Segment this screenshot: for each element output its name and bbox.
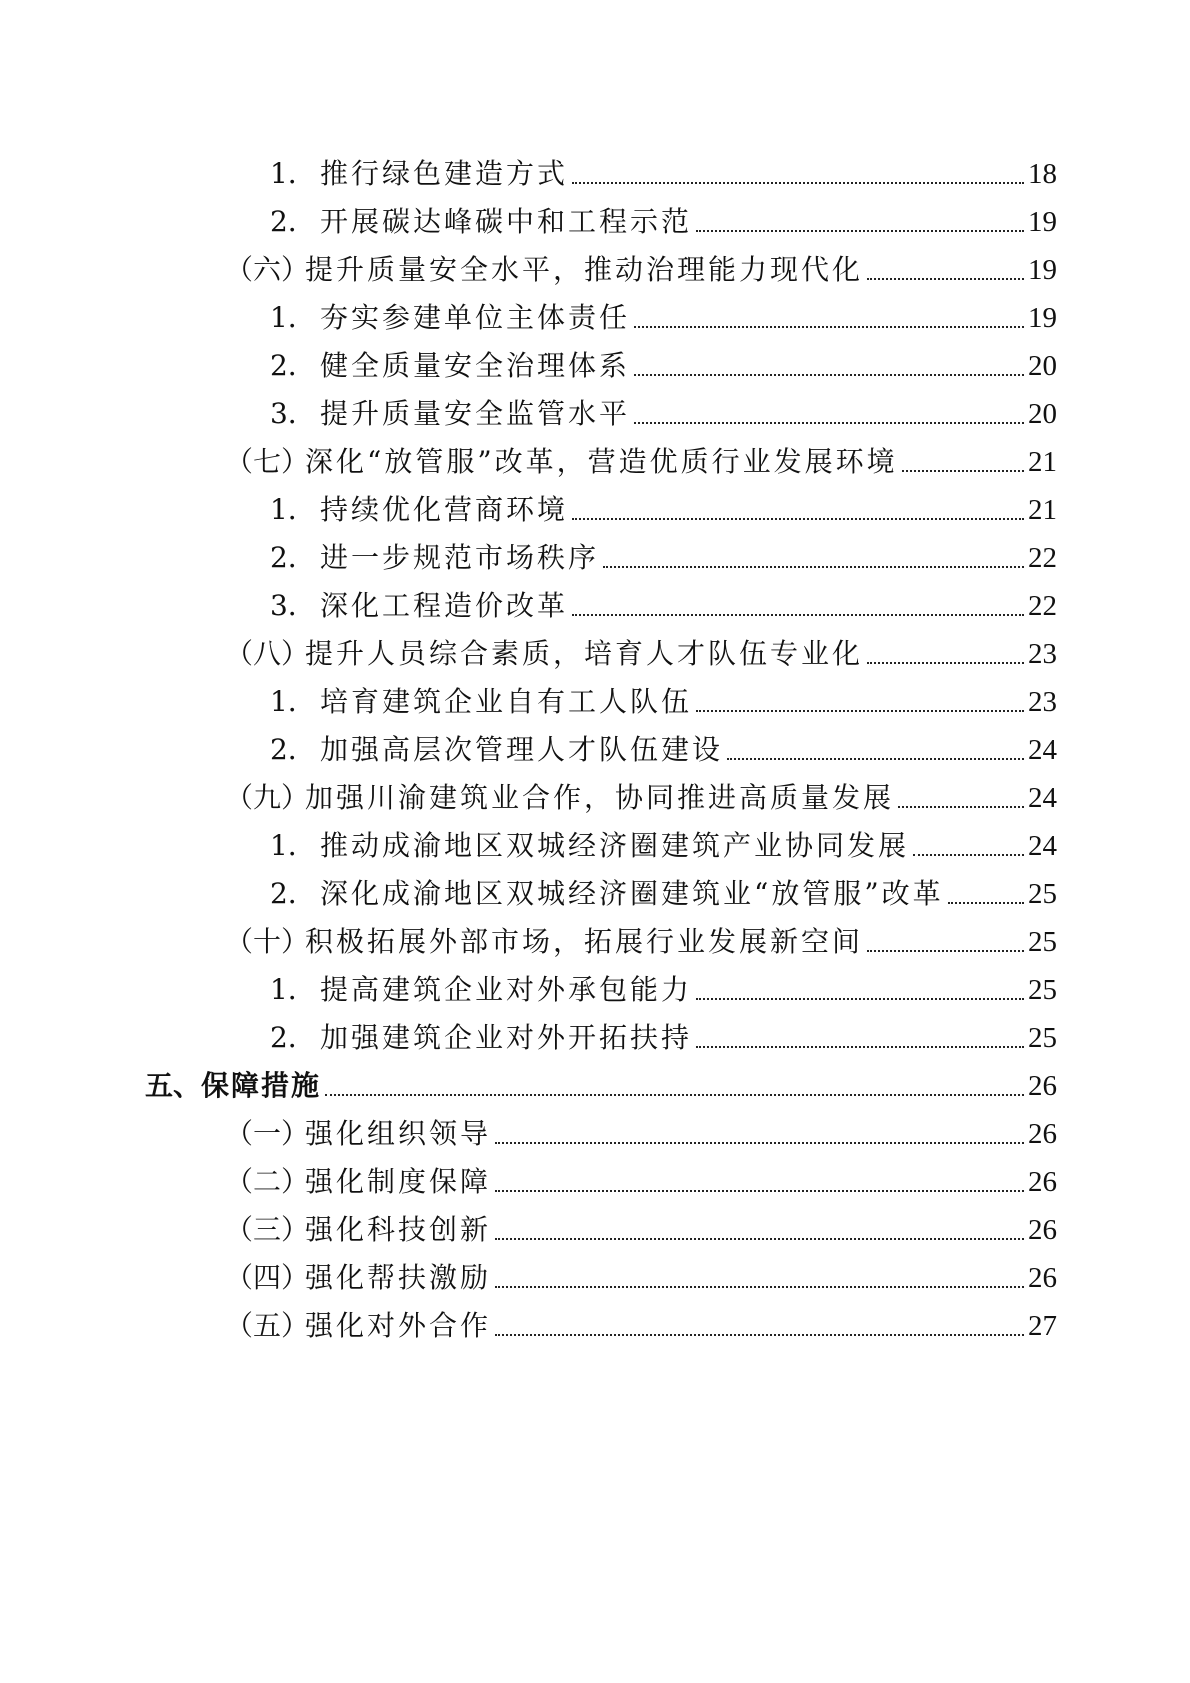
toc-entry[interactable] [0,774,1190,822]
toc-entry-number: 3． [270,397,316,430]
toc-entry-title: 提升质量安全监管水平 [320,397,631,430]
toc-entry[interactable] [0,822,1190,870]
toc-entry[interactable] [0,342,1190,390]
toc-entry[interactable] [0,1110,1190,1158]
dot-leader [634,400,1024,428]
dot-leader [902,448,1024,476]
toc-entry[interactable] [0,918,1190,966]
toc-entry-number: 2． [270,877,316,910]
toc-entry-page-number: 24 [1028,734,1057,766]
toc-entry[interactable] [0,1158,1190,1206]
toc-entry-title: 进一步规范市场秩序 [320,541,600,574]
toc-entry-title: 深化“放管服”改革，营造优质行业发展环境 [305,445,898,478]
toc-entry-number: 五、 [145,1069,202,1102]
toc-entry-title: 强化制度保障 [305,1165,492,1198]
dot-leader [603,544,1024,572]
toc-entry[interactable] [0,246,1190,294]
toc-entry-number: （六） [225,253,310,286]
toc-entry-number: 1． [270,157,316,190]
toc-entry-page-number: 21 [1028,494,1057,526]
toc-entry-title: 推动成渝地区双城经济圈建筑产业协同发展 [320,829,910,862]
toc-entry-title: 强化帮扶激励 [305,1261,492,1294]
toc-entry-number: 1． [270,973,316,1006]
toc-entry[interactable] [0,198,1190,246]
toc-entry-title: 深化成渝地区双城经济圈建筑业“放管服”改革 [320,877,944,910]
toc-entry[interactable] [0,966,1190,1014]
toc-entry-number: 1． [270,493,316,526]
toc-entry-title: 推行绿色建造方式 [320,157,569,190]
toc-entry[interactable] [0,582,1190,630]
toc-entry-page-number: 26 [1028,1214,1057,1246]
dot-leader [948,880,1024,908]
dot-leader [634,352,1024,380]
toc-entry-page-number: 24 [1028,782,1057,814]
dot-leader [867,256,1024,284]
toc-entry-page-number: 26 [1028,1262,1057,1294]
dot-leader [696,688,1024,716]
table-of-contents [0,150,1190,1350]
dot-leader [572,160,1024,188]
toc-entry-page-number: 25 [1028,974,1057,1006]
toc-entry-page-number: 25 [1028,1022,1057,1054]
toc-entry-title: 加强建筑企业对外开拓扶持 [320,1021,693,1054]
toc-entry-page-number: 23 [1028,686,1057,718]
toc-entry-number: 2． [270,349,316,382]
toc-entry-title: 保障措施 [201,1069,322,1102]
dot-leader [634,304,1024,332]
toc-entry-number: （一） [225,1117,310,1150]
dot-leader [572,496,1024,524]
toc-entry-number: （二） [225,1165,310,1198]
toc-entry-number: （五） [225,1309,310,1342]
toc-entry-number: （三） [225,1213,310,1246]
toc-entry-title: 积极拓展外部市场，拓展行业发展新空间 [305,925,864,958]
toc-entry-page-number: 26 [1028,1166,1057,1198]
toc-entry-number: 3． [270,589,316,622]
toc-entry-page-number: 20 [1028,350,1057,382]
dot-leader [325,1072,1024,1100]
toc-entry-number: 1． [270,829,316,862]
toc-entry-title: 强化对外合作 [305,1309,492,1342]
toc-entry-title: 加强川渝建筑业合作，协同推进高质量发展 [305,781,895,814]
dot-leader [696,1024,1024,1052]
toc-entry-number: （四） [225,1261,310,1294]
toc-entry-title: 开展碳达峰碳中和工程示范 [320,205,693,238]
toc-entry[interactable] [0,294,1190,342]
toc-entry[interactable] [0,1206,1190,1254]
toc-entry-number: （七） [225,445,310,478]
toc-entry-title: 提升人员综合素质，培育人才队伍专业化 [305,637,864,670]
toc-entry[interactable] [0,438,1190,486]
toc-entry-page-number: 25 [1028,926,1057,958]
toc-entry-title: 持续优化营商环境 [320,493,569,526]
toc-entry-number: 1． [270,685,316,718]
toc-entry[interactable] [0,1302,1190,1350]
toc-entry[interactable] [0,870,1190,918]
dot-leader [495,1312,1024,1340]
toc-entry-title: 强化组织领导 [305,1117,492,1150]
toc-entry[interactable] [0,486,1190,534]
toc-entry-page-number: 26 [1028,1118,1057,1150]
dot-leader [898,784,1024,812]
dot-leader [867,928,1024,956]
toc-entry[interactable] [0,678,1190,726]
dot-leader [495,1216,1024,1244]
toc-entry[interactable] [0,534,1190,582]
toc-entry-title: 夯实参建单位主体责任 [320,301,631,334]
toc-entry[interactable] [0,1254,1190,1302]
dot-leader [867,640,1024,668]
toc-entry-page-number: 22 [1028,542,1057,574]
dot-leader [696,208,1024,236]
toc-entry[interactable] [0,1062,1190,1110]
toc-entry-number: 2． [270,541,316,574]
toc-entry-page-number: 22 [1028,590,1057,622]
toc-entry-page-number: 27 [1028,1310,1057,1342]
toc-entry[interactable] [0,150,1190,198]
toc-entry[interactable] [0,1014,1190,1062]
toc-entry-title: 健全质量安全治理体系 [320,349,631,382]
toc-entry-title: 培育建筑企业自有工人队伍 [320,685,693,718]
toc-entry[interactable] [0,726,1190,774]
toc-entry-title: 提高建筑企业对外承包能力 [320,973,693,1006]
dot-leader [572,592,1024,620]
toc-entry-title: 提升质量安全水平，推动治理能力现代化 [305,253,864,286]
toc-entry-page-number: 20 [1028,398,1057,430]
toc-entry[interactable] [0,630,1190,678]
toc-entry-page-number: 19 [1028,302,1057,334]
toc-entry-page-number: 24 [1028,830,1057,862]
toc-entry-number: 1． [270,301,316,334]
dot-leader [913,832,1024,860]
toc-entry-number: 2． [270,733,316,766]
toc-entry-title: 深化工程造价改革 [320,589,569,622]
toc-entry-number: 2． [270,1021,316,1054]
dot-leader [495,1264,1024,1292]
toc-entry-number: （十） [225,925,310,958]
toc-entry-page-number: 25 [1028,878,1057,910]
toc-entry[interactable] [0,390,1190,438]
toc-entry-number: （九） [225,781,310,814]
toc-entry-number: 2． [270,205,316,238]
toc-entry-title: 强化科技创新 [305,1213,492,1246]
toc-entry-page-number: 26 [1028,1070,1057,1102]
dot-leader [696,976,1024,1004]
toc-entry-page-number: 19 [1028,254,1057,286]
toc-entry-page-number: 21 [1028,446,1057,478]
toc-entry-page-number: 18 [1028,158,1057,190]
dot-leader [727,736,1024,764]
dot-leader [495,1120,1024,1148]
toc-entry-number: （八） [225,637,310,670]
toc-entry-page-number: 23 [1028,638,1057,670]
toc-entry-page-number: 19 [1028,206,1057,238]
toc-entry-title: 加强高层次管理人才队伍建设 [320,733,724,766]
dot-leader [495,1168,1024,1196]
